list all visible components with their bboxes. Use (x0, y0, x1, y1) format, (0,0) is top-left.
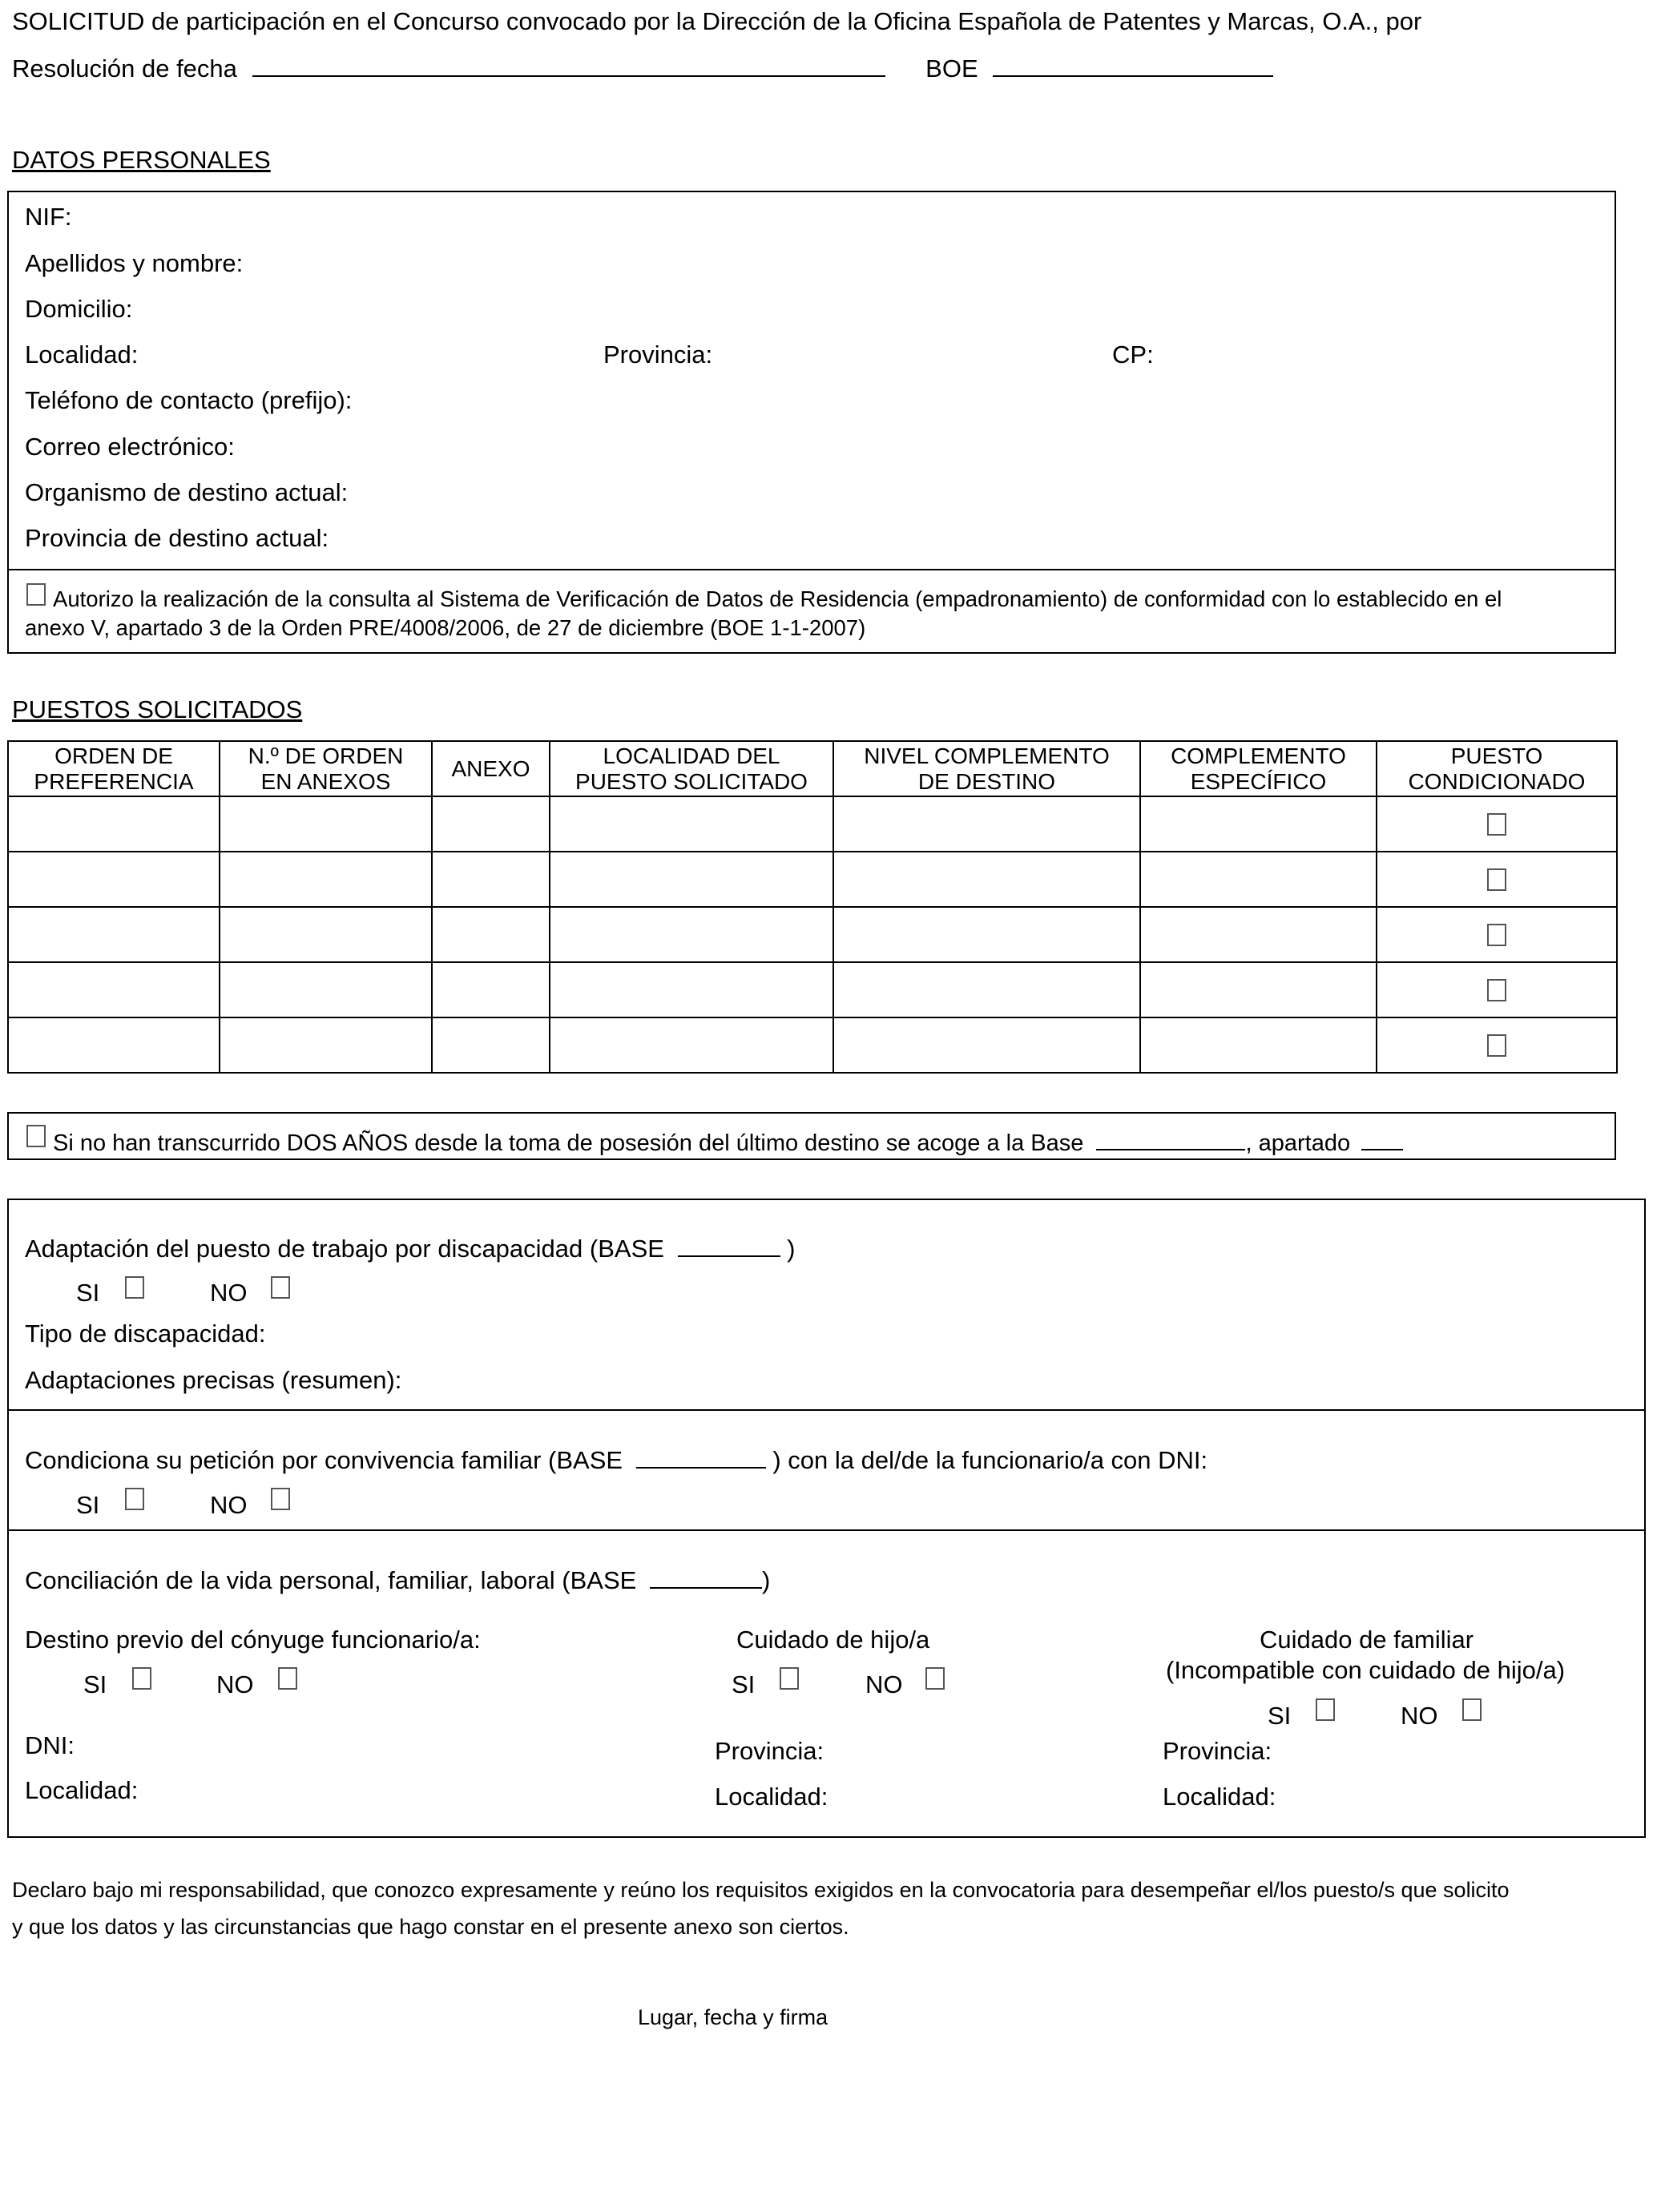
cell-complemento[interactable] (1140, 852, 1377, 907)
conyuge-si-checkbox[interactable] (132, 1667, 151, 1690)
cell-anexo[interactable] (432, 962, 550, 1017)
adaptacion-si-label: SI (76, 1279, 100, 1307)
cell-localidad[interactable] (550, 852, 833, 907)
hijo-no-checkbox[interactable] (925, 1667, 945, 1690)
cell-anexo[interactable] (432, 1017, 550, 1073)
declaracion-line-2: y que los datos y las circunstancias que hago constar en el presente anexo son ciertos. (12, 1915, 849, 1939)
cell-condicionado (1377, 852, 1617, 907)
cell-condicionado (1377, 907, 1617, 962)
cell-complemento[interactable] (1140, 1017, 1377, 1073)
adaptacion-title-line (25, 1233, 796, 1263)
puestos-header-row (8, 741, 1617, 796)
table-row (8, 796, 1617, 852)
cell-num-orden[interactable] (220, 962, 432, 1017)
boe-label: BOE (925, 54, 978, 83)
header-line-1: SOLICITUD de participación en el Concurso convocado por la Dirección de la Oficina Española de Patentes y Marcas, O.A., por (12, 7, 1422, 35)
header-line-2 (12, 53, 1273, 83)
col-num-orden-anexos: N.º DE ORDEN EN ANEXOS (220, 741, 432, 796)
convivencia-title: Condiciona su petición por convivencia familiar (BASE (25, 1446, 623, 1474)
cell-condicionado (1377, 962, 1617, 1017)
table-row (8, 1017, 1617, 1073)
tipo-discapacidad-label: Tipo de discapacidad: (25, 1320, 266, 1348)
hijo-no-label: NO (865, 1670, 903, 1698)
apellidos-label: Apellidos y nombre: (25, 249, 244, 277)
telefono-label: Teléfono de contacto (prefijo): (25, 386, 353, 414)
cell-orden[interactable] (8, 962, 220, 1017)
conciliacion-title-line (25, 1565, 770, 1595)
cell-num-orden[interactable] (220, 852, 432, 907)
table-row (8, 852, 1617, 907)
cell-localidad[interactable] (550, 907, 833, 962)
cell-complemento[interactable] (1140, 962, 1377, 1017)
adaptacion-base-field[interactable] (678, 1233, 780, 1257)
puestos-table (7, 740, 1618, 1074)
puestos-title: PUESTOS SOLICITADOS (12, 695, 303, 723)
adaptacion-no-checkbox[interactable] (271, 1276, 290, 1299)
convivencia-si-label: SI (76, 1491, 100, 1519)
apartado-field[interactable] (1361, 1126, 1403, 1150)
conciliacion-title: Conciliación de la vida personal, familiar, laboral (BASE (25, 1566, 637, 1594)
organismo-label: Organismo de destino actual: (25, 478, 349, 506)
datos-personales-divider (7, 569, 1616, 570)
adaptacion-title: Adaptación del puesto de trabajo por discapacidad (BASE (25, 1235, 664, 1263)
base-field[interactable] (1096, 1126, 1245, 1150)
table-row (8, 907, 1617, 962)
familiar-localidad-label: Localidad: (1163, 1783, 1276, 1811)
domicilio-label: Domicilio: (25, 295, 133, 323)
adaptacion-no-label: NO (210, 1279, 248, 1307)
cell-orden[interactable] (8, 1017, 220, 1073)
firma-label: Lugar, fecha y firma (638, 2005, 828, 2029)
datos-personales-box (7, 191, 1616, 654)
cell-anexo[interactable] (432, 852, 550, 907)
cell-orden[interactable] (8, 852, 220, 907)
correo-label: Correo electrónico: (25, 433, 235, 461)
col-localidad-puesto: LOCALIDAD DEL PUESTO SOLICITADO (550, 741, 833, 796)
provincia-label: Provincia: (603, 340, 713, 369)
col-anexo: ANEXO (432, 741, 550, 796)
conyuge-no-label: NO (216, 1670, 254, 1698)
cell-num-orden[interactable] (220, 796, 432, 852)
circumstances-divider-1 (7, 1409, 1646, 1411)
cell-nivel[interactable] (833, 796, 1140, 852)
resolucion-fecha-label: Resolución de fecha (12, 54, 237, 83)
familiar-si-label: SI (1268, 1702, 1292, 1730)
dos-anos-line (53, 1126, 1403, 1158)
adaptaciones-label: Adaptaciones precisas (resumen): (25, 1366, 402, 1394)
condicionado-checkbox[interactable] (1487, 868, 1506, 891)
provincia-destino-label: Provincia de destino actual: (25, 524, 329, 552)
autorizo-text-line2: anexo V, apartado 3 de la Orden PRE/4008/2006, de 27 de diciembre (BOE 1-1-2007) (25, 615, 866, 640)
cell-nivel[interactable] (833, 852, 1140, 907)
condicionado-checkbox[interactable] (1487, 924, 1506, 946)
autorizo-checkbox[interactable] (26, 583, 46, 606)
circumstances-box (7, 1199, 1646, 1838)
cell-anexo[interactable] (432, 907, 550, 962)
cell-orden[interactable] (8, 796, 220, 852)
convivencia-si-checkbox[interactable] (125, 1488, 144, 1510)
cell-condicionado (1377, 1017, 1617, 1073)
cell-complemento[interactable] (1140, 796, 1377, 852)
convivencia-close: ) con la del/de la funcionario/a con DNI: (772, 1446, 1208, 1474)
cell-localidad[interactable] (550, 1017, 833, 1073)
cell-condicionado (1377, 796, 1617, 852)
condicionado-checkbox[interactable] (1487, 813, 1506, 836)
localidad-label: Localidad: (25, 340, 139, 369)
cell-localidad[interactable] (550, 796, 833, 852)
apartado-label: , apartado (1245, 1130, 1351, 1156)
resolucion-fecha-field[interactable] (252, 53, 885, 77)
conciliacion-base-field[interactable] (650, 1565, 762, 1589)
cell-orden[interactable] (8, 907, 220, 962)
familiar-subtitle: (Incompatible con cuidado de hijo/a) (1166, 1656, 1566, 1684)
conyuge-title: Destino previo del cónyuge funcionario/a: (25, 1626, 481, 1654)
boe-field[interactable] (993, 53, 1273, 77)
adaptacion-si-checkbox[interactable] (125, 1276, 144, 1299)
hijo-si-checkbox[interactable] (780, 1667, 799, 1690)
dos-anos-text: Si no han transcurrido DOS AÑOS desde la toma de posesión del último destino se acoge a la Base (53, 1130, 1084, 1156)
cell-complemento[interactable] (1140, 907, 1377, 962)
familiar-no-checkbox[interactable] (1462, 1698, 1482, 1721)
convivencia-title-line (25, 1444, 1207, 1475)
autorizo-text: Autorizo la realización de la consulta al Sistema de Verificación de Datos de Residencia (empadronamiento) de conformidad con lo establecido en el (53, 586, 1502, 611)
table-row (8, 962, 1617, 1017)
conyuge-si-label: SI (83, 1670, 107, 1698)
hijo-localidad-label: Localidad: (715, 1783, 828, 1811)
declaracion-line-1: Declaro bajo mi responsabilidad, que conozco expresamente y reúno los requisitos exigidos en la convocatoria para desempeñar el/los puesto/s que solicito (12, 1878, 1510, 1902)
conyuge-no-checkbox[interactable] (278, 1667, 297, 1690)
nif-label: NIF: (25, 203, 72, 231)
col-nivel-complemento: NIVEL COMPLEMENTO DE DESTINO (833, 741, 1140, 796)
familiar-title: Cuidado de familiar (1260, 1626, 1474, 1654)
cell-num-orden[interactable] (220, 907, 432, 962)
declaracion (12, 1872, 1647, 1945)
familiar-provincia-label: Provincia: (1163, 1737, 1272, 1765)
condicionado-checkbox[interactable] (1487, 1034, 1506, 1057)
puestos-body (8, 796, 1617, 1073)
convivencia-no-checkbox[interactable] (271, 1488, 290, 1510)
hijo-provincia-label: Provincia: (715, 1737, 824, 1765)
cp-label: CP: (1112, 340, 1154, 369)
convivencia-base-field[interactable] (636, 1444, 766, 1469)
col-orden-preferencia: ORDEN DE PREFERENCIA (8, 741, 220, 796)
adaptacion-close: ) (787, 1235, 796, 1263)
hijo-si-label: SI (732, 1670, 756, 1698)
cell-nivel[interactable] (833, 907, 1140, 962)
conciliacion-close: ) (761, 1566, 771, 1594)
cell-localidad[interactable] (550, 962, 833, 1017)
col-complemento-especifico: COMPLEMENTO ESPECÍFICO (1140, 741, 1377, 796)
condicionado-checkbox[interactable] (1487, 979, 1506, 1001)
cell-num-orden[interactable] (220, 1017, 432, 1073)
cell-anexo[interactable] (432, 796, 550, 852)
familiar-si-checkbox[interactable] (1316, 1698, 1335, 1721)
hijo-title: Cuidado de hijo/a (736, 1626, 930, 1654)
convivencia-no-label: NO (210, 1491, 248, 1519)
circumstances-divider-2 (7, 1529, 1646, 1531)
cell-nivel[interactable] (833, 1017, 1140, 1073)
conyuge-localidad-label: Localidad: (25, 1776, 139, 1804)
conyuge-dni-label: DNI: (25, 1731, 75, 1759)
datos-personales-title: DATOS PERSONALES (12, 146, 271, 174)
dos-anos-checkbox[interactable] (26, 1125, 46, 1147)
familiar-no-label: NO (1401, 1702, 1438, 1730)
cell-nivel[interactable] (833, 962, 1140, 1017)
col-puesto-condicionado: PUESTO CONDICIONADO (1377, 741, 1617, 796)
